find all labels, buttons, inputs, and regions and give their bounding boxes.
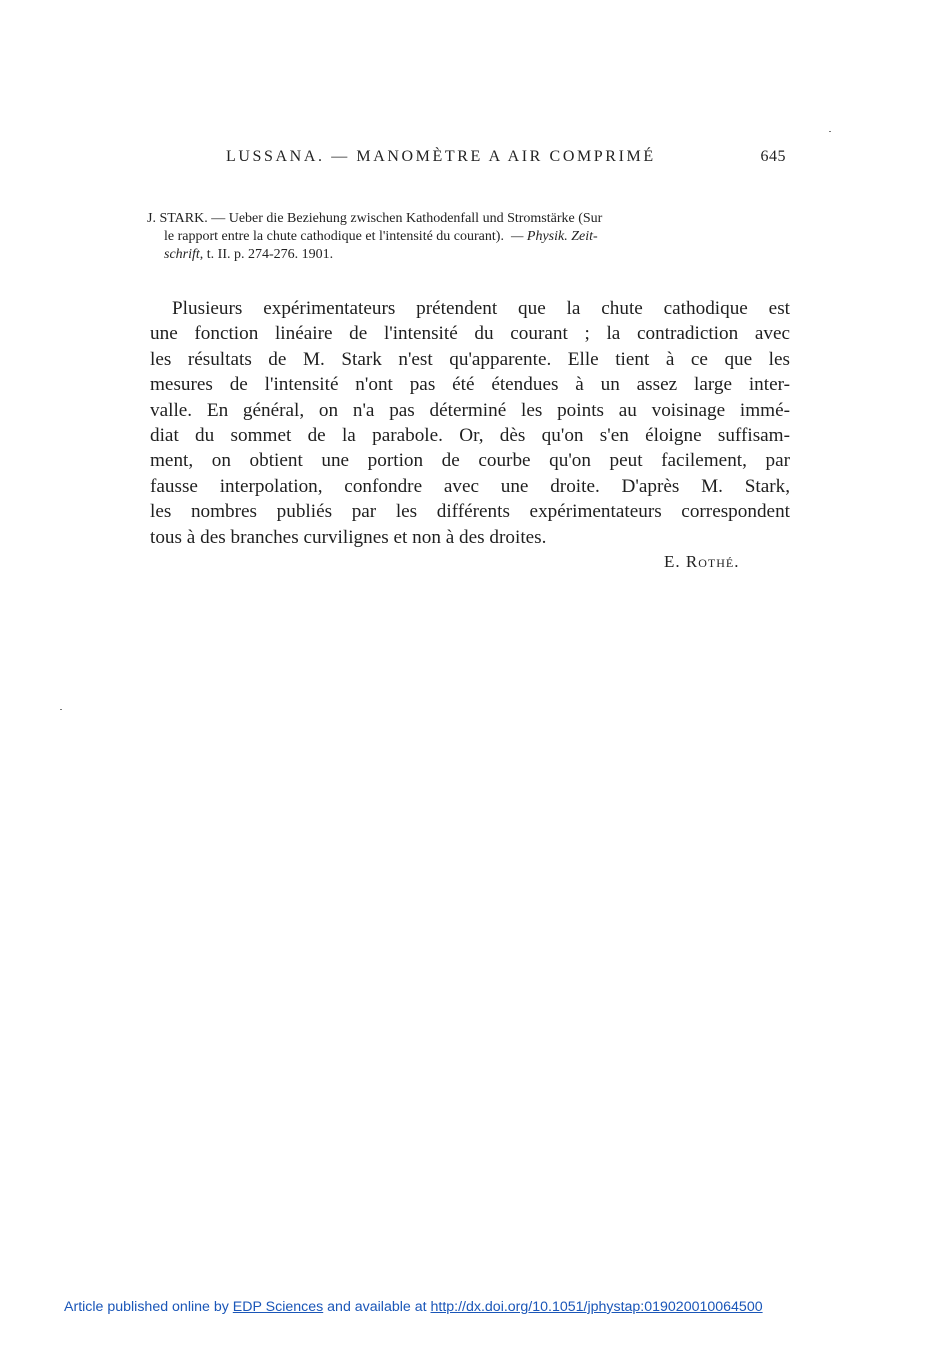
- citation-journal-start: — Physik. Zeit-: [510, 229, 598, 244]
- scan-speck: [60, 709, 62, 710]
- paragraph-line: les résultats de M. Stark n'est qu'apparente. Elle tient à ce que les: [150, 348, 790, 370]
- paragraph-line: fausse interpolation, confondre avec une droite. D'après M. Stark,: [150, 475, 790, 497]
- page-number: 645: [760, 148, 786, 165]
- doi-link[interactable]: http://dx.doi.org/10.1051/jphystap:019020010064500: [430, 1299, 763, 1315]
- scan-speck: [829, 131, 831, 132]
- citation-journal-end: schrift: [164, 247, 200, 262]
- paragraph-line: diat du sommet de la parabole. Or, dès qu'on s'en éloigne suffisam-: [150, 425, 790, 447]
- running-head: [226, 148, 786, 170]
- citation-line-2: [147, 228, 787, 246]
- footer-middle: and available at: [323, 1299, 431, 1315]
- paragraph-line: mesures de l'intensité n'ont pas été étendues à un assez large inter-: [150, 374, 790, 396]
- signature-initial: E.: [664, 552, 681, 571]
- edp-sciences-link[interactable]: EDP Sciences: [232, 1299, 324, 1315]
- footer-prefix: Article published online by: [64, 1299, 233, 1315]
- bibliographic-citation: [147, 210, 787, 264]
- running-head-title: LUSSANA. — MANOMÈTRE A AIR COMPRIMÉ: [226, 148, 656, 165]
- paragraph-line: tous à des branches curvilignes et non à des droites.: [150, 526, 547, 548]
- paragraph-line: une fonction linéaire de l'intensité du courant ; la contradiction avec: [150, 323, 790, 345]
- paragraph-line: ment, on obtient une portion de courbe qu'on peut facilement, par: [150, 450, 790, 472]
- citation-volume-pages: , t. II. p. 274-276. 1901.: [199, 247, 334, 262]
- abstract-paragraph: [150, 296, 790, 550]
- citation-line-3: [147, 246, 787, 264]
- publication-footer: [64, 1299, 763, 1315]
- author-signature: [664, 552, 739, 572]
- citation-line-2-text: le rapport entre la chute cathodique et l'intensité du courant).: [164, 229, 504, 244]
- paragraph-line: valle. En général, on n'a pas déterminé les points au voisinage immé-: [150, 399, 790, 421]
- paragraph-line: Plusieurs expérimentateurs prétendent que la chute cathodique est: [172, 298, 790, 319]
- citation-line-1: J. STARK. — Ueber die Beziehung zwischen Kathodenfall und Stromstärke (Sur: [147, 211, 603, 226]
- paragraph-line: les nombres publiés par les différents expérimentateurs correspondent: [150, 501, 790, 523]
- signature-name: Rothé.: [685, 552, 740, 571]
